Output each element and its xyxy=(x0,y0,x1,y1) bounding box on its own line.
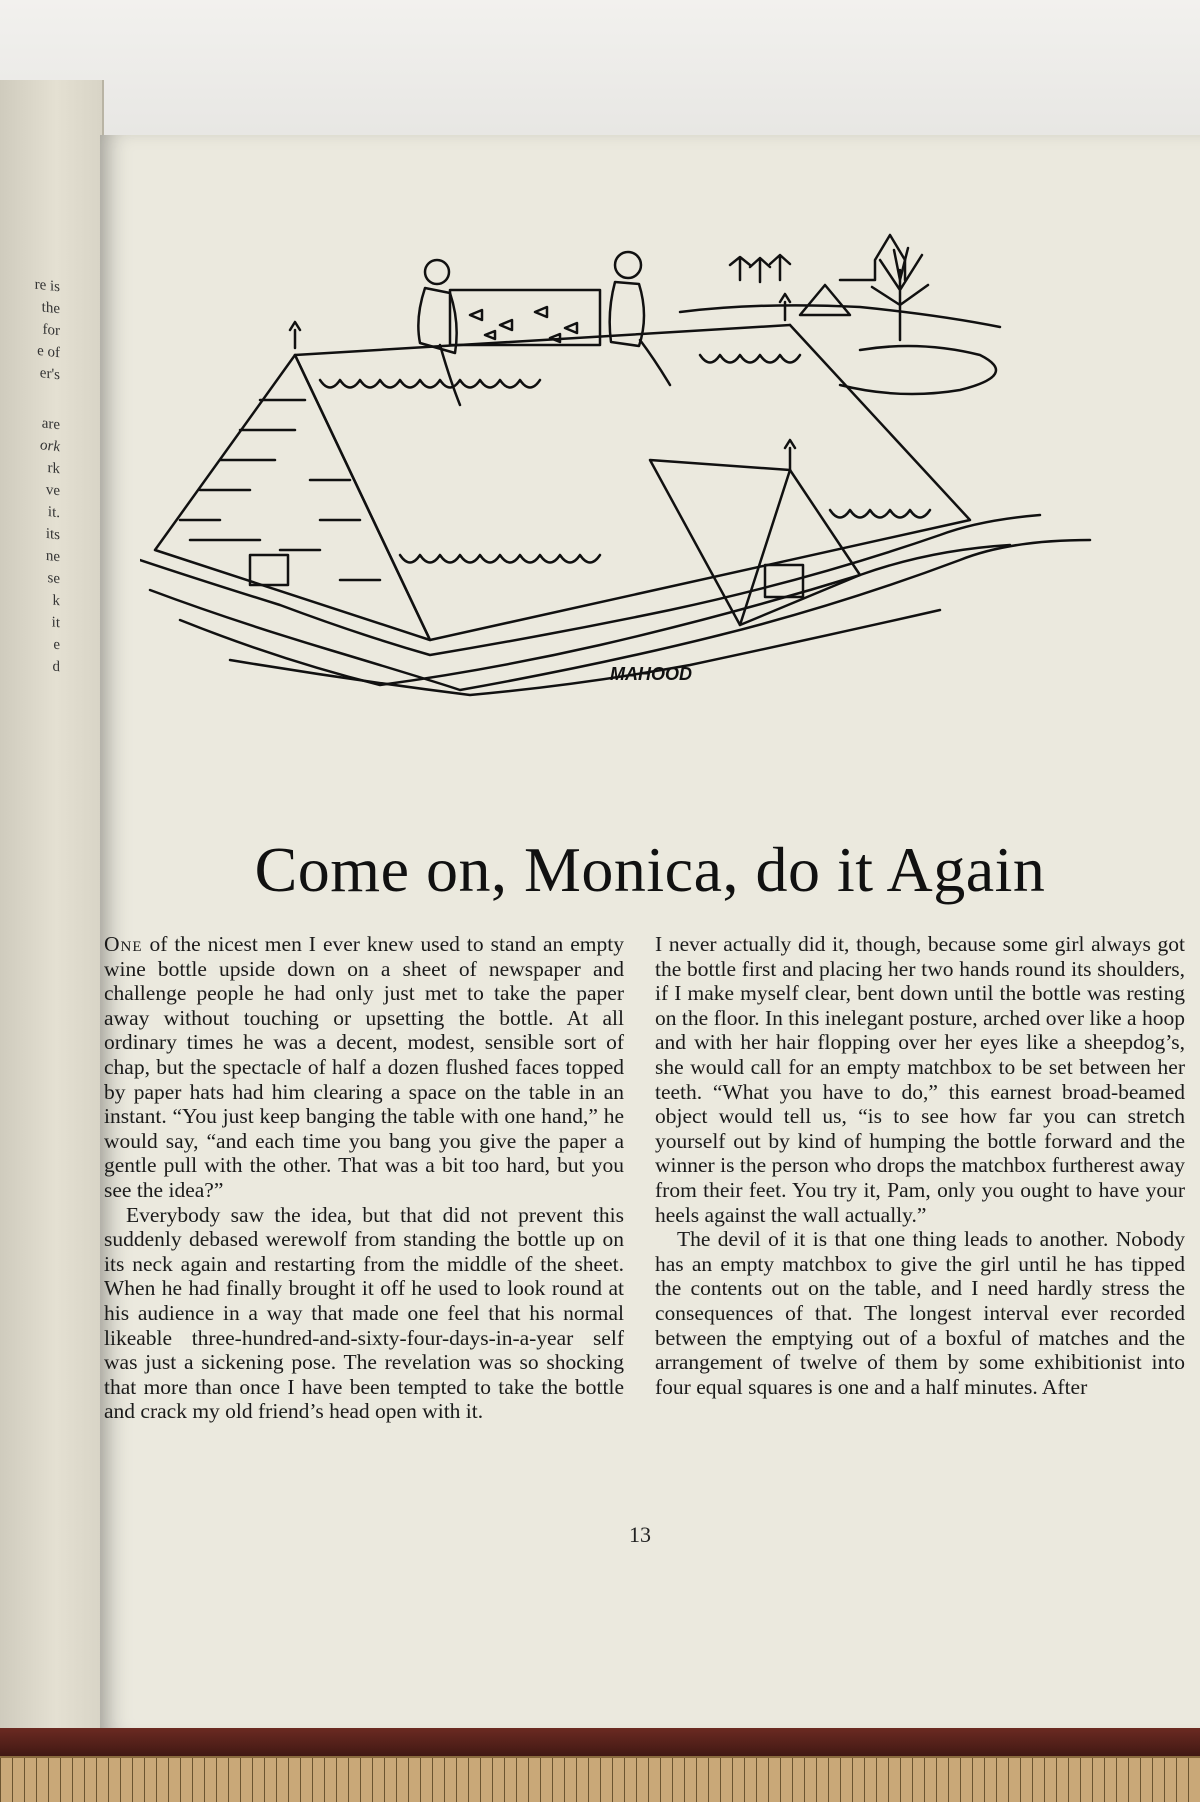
paragraph-text: of the nicest men I ever knew used to stand an empty wine bottle upside down on a sheet of newspaper and challenge people he had only just met to take the paper away without touching or upsetting the bottle. At all ordinary times he was a decent, modest, sensible sort of chap, but the spectacle of half a dozen flushed faces topped by paper hats had him clearing a space on the table in an instant. “You just keep banging the table with one hand,” he would say, “and each time you bang you give the paper a gentle pull with the other. That was a bit too hard, but you see the idea?” xyxy=(104,932,624,1202)
left-page-line: rk xyxy=(47,459,60,478)
paragraph: I never actually did it, though, because some girl always got the bottle first and placing her two hands round its shoulders, if I make myself clear, bent down until the bottle was resting on the floor. In this inelegant posture, arched over like a hoop and with her hair flopping over her eyes like a sheepdog’s, she would call for an empty matchbox to be set between her teeth. “What you have to do,” this earnest broad-beamed object would tell us, “is to see how far you can stretch yourself out by kind of humping the bottle forward and the winner is the person who drops the matchbox furtherest away from their feet. You try it, Pam, only you ought to have your heels against the wall actually.” xyxy=(655,932,1185,1227)
dormer-finial-icon xyxy=(785,440,795,470)
paragraph: Everybody saw the idea, but that did not prevent this suddenly debased werewolf from standing the bottle up on its neck again and restarting from the middle of the sheet. When he had finally brought it off he used to look round at his audience in a way that made one feel that his normal likeable three-hundred-and-sixty-four-days-in-a-year self was just a sickening pose. The revelation was so shocking that more than once I have been tempted to take the bottle and crack my old friend’s head open with it. xyxy=(104,1202,624,1424)
dormer-window xyxy=(765,565,803,597)
left-text-column xyxy=(104,932,624,1424)
article-title: Come on, Monica, do it Again xyxy=(254,834,1046,905)
man-head xyxy=(615,252,641,278)
ruler xyxy=(0,1756,1200,1802)
far-trees xyxy=(730,255,790,282)
roof-tiles-top xyxy=(320,380,540,388)
left-page-line: se xyxy=(47,569,60,588)
tent-icon xyxy=(800,285,850,315)
dormer-roof xyxy=(650,460,860,625)
left-page-line: ve xyxy=(45,481,60,500)
left-page xyxy=(0,80,104,1740)
roof-tiles-right xyxy=(700,355,800,363)
woman-head xyxy=(425,260,449,284)
left-page-line: its xyxy=(45,525,60,544)
left-page-line: it. xyxy=(47,504,60,522)
brick-lines xyxy=(180,400,380,580)
paragraph: The devil of it is that one thing leads to another. Nobody has an empty matchbox to give the girl until he has tipped the contents out on the table, and I need hardly stress the consequences of that. The longest interval ever recorded between the emptying out of a boxful of matches and the arrangement of twelve of them by some exhibitionist into four equal squares is one and a half minutes. After xyxy=(655,1227,1185,1399)
left-page-line: ork xyxy=(40,437,60,456)
flooded-house-illustration xyxy=(140,220,1150,810)
left-page-line: e xyxy=(53,636,60,654)
paragraph xyxy=(104,932,624,1203)
roof-tiles-dormer xyxy=(830,510,930,518)
left-page-line: the xyxy=(41,299,60,318)
roof-tiles-bottom xyxy=(400,555,600,563)
right-text-column xyxy=(655,932,1185,1399)
drop-lead-word: One xyxy=(104,932,143,956)
left-page-line: er's xyxy=(39,365,60,384)
left-page-text xyxy=(0,270,60,678)
left-page-line: k xyxy=(52,592,60,610)
bare-tree-icon xyxy=(872,248,928,340)
roof-ridge xyxy=(295,325,790,355)
book-cover-edge xyxy=(0,1728,1200,1758)
left-page-line: are xyxy=(41,415,60,434)
left-page-line: re is xyxy=(34,276,60,296)
left-page-line: it xyxy=(51,614,60,632)
left-window xyxy=(250,555,288,585)
left-finial-icon xyxy=(290,322,300,348)
left-page-line: for xyxy=(42,321,60,340)
tree-puddle xyxy=(840,346,996,394)
left-page-line: d xyxy=(52,658,60,676)
fish-icons xyxy=(470,307,577,342)
page-number: 13 xyxy=(629,1522,651,1547)
right-finial-icon xyxy=(780,294,790,320)
left-gable xyxy=(155,355,430,640)
left-page-line: ne xyxy=(45,547,60,566)
left-page-line: e of xyxy=(37,342,60,362)
artist-signature: MAHOOD xyxy=(610,664,692,684)
